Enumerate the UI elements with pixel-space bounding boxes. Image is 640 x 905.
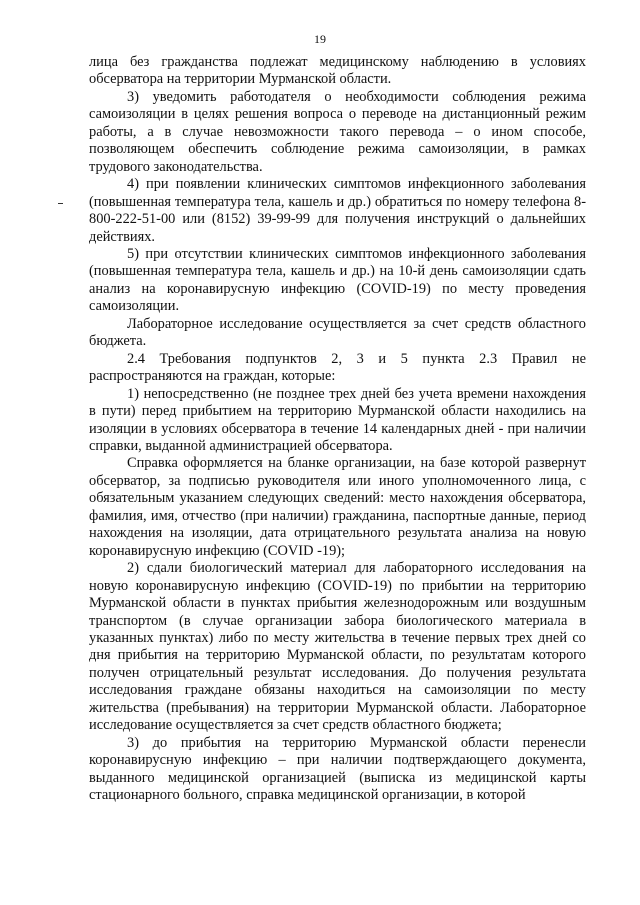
page-number: 19	[314, 32, 326, 46]
paragraph-item-5-test-day-10: 5) при отсутствии клинических симптомов инфекционного заболевания (повышенная температура тела, кашель и др.) на 10-й день самоизоляции сдать анализ на коронавирусную инфекцию (COVID-19) по месту проведения самоизоляции.	[89, 245, 586, 315]
paragraph-exemption-3-recovered: 3) до прибытия на территорию Мурманской области перенесли коронавирусную инфекцию – при наличии подтверждающего документа, выданного медицинской организацией (выписка из медицинской карты стационарного больного, справка медицинской организации, в которой	[89, 734, 586, 804]
paragraph-certificate-details: Справка оформляется на бланке организации, на базе которой развернут обсерватор, за подписью руководителя или иного уполномоченного лица, с обязательным указанием следующих сведений: место нахождения обсерватора, фамилия, имя, отчество (при наличии) гражданина, паспортные данные, период нахождения на изоляции, дата отрицательного результата анализа на новую коронавирусную инфекцию (COVID -19);	[89, 455, 586, 559]
paragraph-continuation: лица без гражданства подлежат медицинскому наблюдению в условиях обсерватора на территории Мурманской области.	[89, 54, 586, 88]
paragraph-2-4-exemptions: 2.4 Требования подпунктов 2, 3 и 5 пункта 2.3 Правил не распространяются на граждан, которые:	[89, 350, 586, 385]
margin-mark	[58, 203, 63, 204]
document-body	[89, 54, 586, 804]
paragraph-exemption-2-biomaterial: 2) сдали биологический материал для лабораторного исследования на новую коронавирусную инфекцию (COVID-19) по прибытии на территорию Мурманской области в пунктах прибытия железнодорожным или воздушным транспортом (в случае организации забора биологического материала в указанных пунктах) либо по месту жительства в течение первых трех дней со дня прибытия на территорию Мурманской области, по результатам которого получен отрицательный результат исследования. До получения результата исследования граждане обязаны находиться на самоизоляции по месту жительства (пребывания) на территории Мурманской области. Лабораторное исследование осуществляется за счет средств областного бюджета;	[89, 560, 586, 734]
paragraph-exemption-1-observator: 1) непосредственно (не позднее трех дней без учета времени нахождения в пути) перед прибытием на территорию Мурманской области находились на изоляции в условиях обсерватора в течение 14 календарных дней - при наличии справки, выданной администрацией обсерватора.	[89, 385, 586, 454]
paragraph-lab-funding: Лабораторное исследование осуществляется за счет средств областного бюджета.	[89, 315, 586, 350]
paragraph-item-3-notify-employer: 3) уведомить работодателя о необходимости соблюдения режима самоизоляции в целях решения вопроса о переводе на дистанционный режим работы, а в случае невозможности такого перевода – о ином способе, позволяющем обеспечить соблюдение режима самоизоляции, в рамках трудового законодательства.	[89, 88, 586, 175]
paragraph-item-4-symptoms-phone: 4) при появлении клинических симптомов инфекционного заболевания (повышенная температура тела, кашель и др.) обратиться по номеру телефона 8-800-222-51-00 или (8152) 39-99-99 для получения инструкций о дальнейших действиях.	[89, 176, 586, 245]
